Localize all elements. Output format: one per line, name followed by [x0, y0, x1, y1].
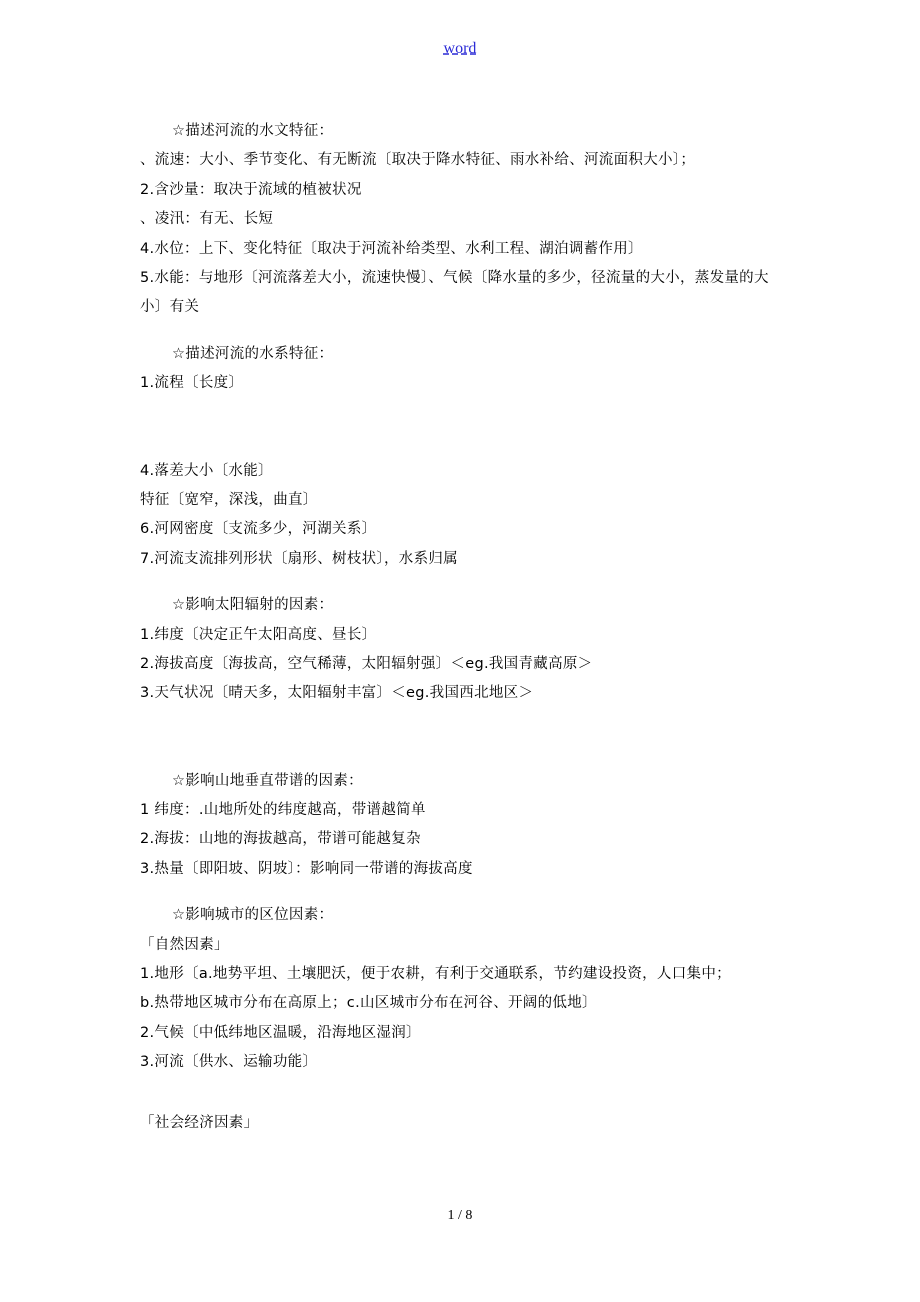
section-title-solar: ☆影响太阳辐射的因素： — [172, 597, 334, 614]
city-socioeconomic-heading: 「社会经济因素」 — [140, 1114, 259, 1131]
city-line-terrain-cont: b.热带地区城市分布在高原上；c.山区城市分布在河谷、开阔的低地〕 — [140, 995, 597, 1012]
hydrology-line-5: 5.水能：与地形〔河流落差大小，流速快慢〕、气候〔降水量的多少，径流量的大小，蒸发量的大小〕有关 — [140, 269, 769, 316]
vertical-line-1: 1 纬度：.山地所处的纬度越高，带谱越简单 — [140, 802, 426, 819]
document-body — [140, 117, 790, 1138]
hydrology-line-1: 、流速：大小、季节变化、有无断流〔取决于降水特征、雨水补给、河流面积大小〕； — [140, 152, 696, 169]
water-system-line-4: 6.河网密度〔支流多少，河湖关系〕 — [140, 521, 377, 538]
solar-line-1: 1.纬度〔决定正午太阳高度、昼长〕 — [140, 626, 377, 643]
page-number: 1 / 8 — [447, 1208, 473, 1223]
section-title-vertical-zonation: ☆影响山地垂直带谱的因素： — [172, 772, 363, 789]
header-word-link[interactable]: word — [443, 40, 477, 57]
city-natural-factors-heading: 「自然因素」 — [140, 936, 229, 953]
vertical-line-3: 3.热量〔即阳坡、阴坡〕：影响同一带谱的海拔高度 — [140, 860, 473, 877]
city-line-climate: 2.气候〔中低纬地区温暖，沿海地区湿润〕 — [140, 1024, 421, 1041]
water-system-line-5: 7.河流支流排列形状〔扇形、树枝状〕，水系归属 — [140, 550, 458, 567]
section-title-city-location: ☆影响城市的区位因素： — [172, 907, 334, 924]
water-system-line-2: 4.落差大小〔水能〕 — [140, 462, 273, 479]
vertical-line-2: 2.海拔：山地的海拔越高，带谱可能越复杂 — [140, 831, 421, 848]
city-line-river: 3.河流〔供水、运输功能〕 — [140, 1054, 318, 1071]
solar-line-2: 2.海拔高度〔海拔高，空气稀薄，太阳辐射强〕＜eg.我国青藏高原＞ — [140, 655, 593, 672]
water-system-line-1: 1.流程〔长度〕 — [140, 375, 244, 392]
hydrology-line-2: 2.含沙量：取决于流域的植被状况 — [140, 181, 362, 198]
hydrology-line-4: 4.水位：上下、变化特征〔取决于河流补给类型、水利工程、湖泊调蓄作用〕 — [140, 240, 643, 257]
water-system-line-3: 特征〔宽窄，深浅，曲直〕 — [140, 491, 318, 508]
section-title-hydrology: ☆描述河流的水文特征： — [172, 123, 334, 139]
section-title-water-system: ☆描述河流的水系特征： — [172, 345, 334, 362]
hydrology-line-3: 、凌汛：有无、长短 — [140, 211, 274, 228]
city-line-terrain: 1.地形〔a.地势平坦、土壤肥沃，便于农耕，有利于交通联系，节约建设投资，人口集中； — [140, 966, 731, 983]
solar-line-3: 3.天气状况〔晴天多，太阳辐射丰富〕＜eg.我国西北地区＞ — [140, 685, 534, 702]
